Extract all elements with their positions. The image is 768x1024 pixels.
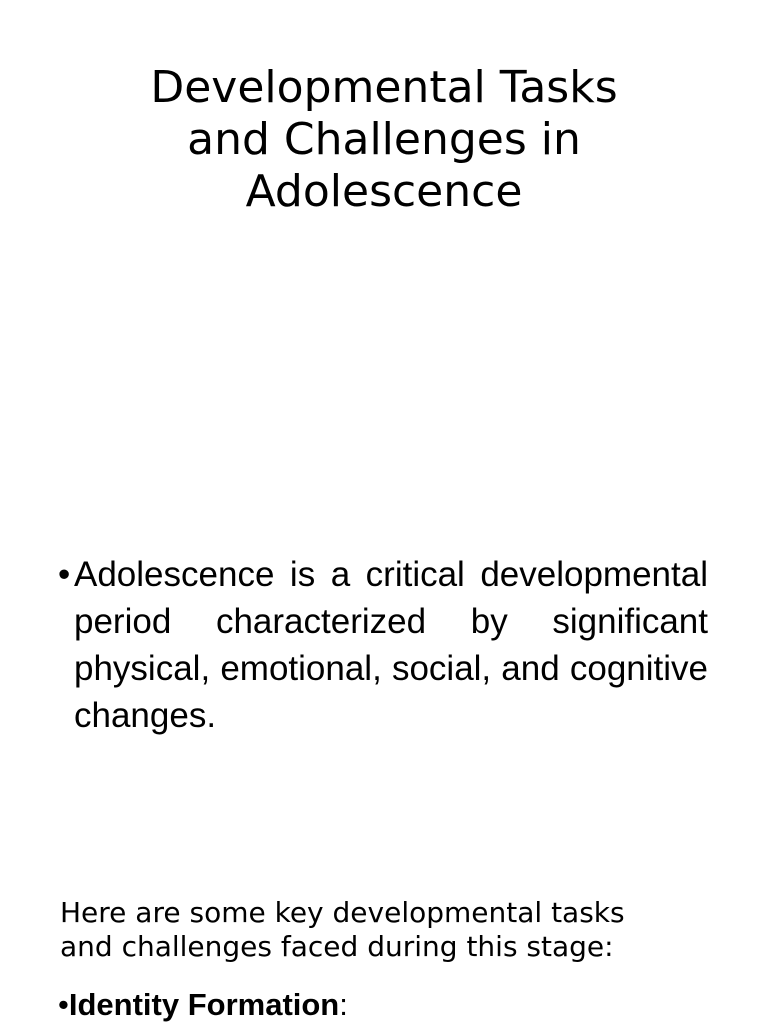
intro-paragraph	[60, 896, 740, 964]
bullet-text: Adolescence is a critical developmental period characterized by significant physical, emotional, social, and cognitive changes.	[74, 555, 708, 735]
title-line: and Challenges in	[187, 114, 581, 165]
subheading-suffix: :	[339, 987, 348, 1022]
subheading-label: Identity Formation	[68, 987, 340, 1022]
subheading-identity-formation	[58, 985, 348, 1024]
intro-line: Here are some key developmental tasks	[60, 896, 625, 929]
title-line: Adolescence	[245, 166, 523, 217]
title-line: Developmental Tasks	[150, 62, 618, 113]
bullet-marker: •	[58, 555, 71, 594]
subheading-marker: •	[58, 987, 69, 1022]
bullet-point	[58, 551, 708, 739]
slide-title	[60, 62, 708, 218]
intro-line: and challenges faced during this stage:	[60, 930, 614, 963]
